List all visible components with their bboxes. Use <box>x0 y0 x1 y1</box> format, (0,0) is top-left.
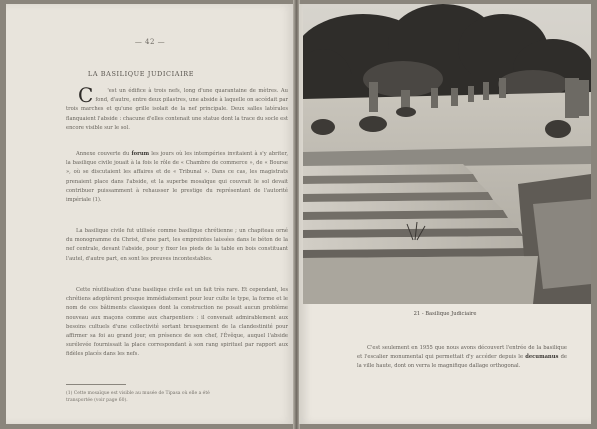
right-paragraph <box>357 344 567 372</box>
right-page <box>299 4 591 424</box>
forum-term: forum <box>131 151 150 157</box>
paragraph-1 <box>66 83 288 133</box>
paragraph-2-text-a: Annexe couverte du <box>76 151 130 157</box>
footnote-rule <box>66 384 126 385</box>
right-paragraph-text-a: C'est seulement en 1955 que nous avons découvert l'entrée de la basilique et l'escalier monumental qui permettait d'y accéder depuis le <box>357 345 567 361</box>
basilica-photograph <box>303 4 591 304</box>
page-number: — 42 — <box>134 38 166 46</box>
drop-cap: C <box>78 83 94 107</box>
photo-caption: 21 - Basilique Judiciaire <box>413 311 477 317</box>
paragraph-2-text-b: les jours où les intempéries invitaient à s'y abriter, la basilique civile jouait à la fois le rôle de « Chambre de commerce », de « Bourse », où se discutaient les affaires et de « Tribunal ». Dans ce cas, les magistrats prenaient place dans l'abside, et la superbe mosaïque qui couvrait le sol devait contribuer puissamment à rehausser le prestige du représentant de l'autorité impériale (1). <box>66 151 288 204</box>
paragraph-4: Cette réutilisation d'une basilique civile est un fait très rare. Et cependant, les chrétiens adoptèrent presque immédiatement pour leur culte le type, la forme et le nom de ces bâtiments classiques dont la construction ne posait aucun problème nouveau aux maçons comme aux charpentiers : il convenait admirablement aux besoins cultuels d'une collectivité sortant brusquement de la clandestinité pour affirmer sa foi au grand jour, en présence de son chef, l'Évêque, auquel l'abside surélevée fournissait la place correspondant à son rang spirituel par rapport aux fidèles placés dans les nefs. <box>66 287 288 358</box>
paragraph-3: La basilique civile fut utilisée comme basilique chrétienne ; un chapiteau orné du monogramme du Christ, d'une part, les empreintes laissées dans le béton de la nef centrale, devant l'abside, pour y fixer les pieds de la table en bois constituant l'autel, d'autre part, en sont les preuves incontestables. <box>66 228 288 262</box>
paragraph-2 <box>66 150 288 205</box>
decumanus-term: decumanus <box>525 354 559 361</box>
footnote: (1) Cette mosaïque est visible au musée de Tipasa où elle a été transportée (voir page 60). <box>66 391 210 403</box>
paragraph-1-text: 'est un édifice à trois nefs, long d'une quarantaine de mètres. Au fond, d'autre, entre deux pilastres, une abside à laquelle on accédait par trois marches et qu'une grille isolait de la nef principale. Deux salles latérales flanquaient l'abside : chacune d'elles contenait une statue dont la trace du socle est encore visible sur le sol. <box>66 88 288 131</box>
section-title: LA BASILIQUE JUDICIAIRE <box>87 70 195 78</box>
left-page <box>6 4 294 424</box>
photo-illustration <box>303 4 591 304</box>
right-paragraph-text-b: de la ville haute, dont on verra le magnifique dallage orthogonal. <box>357 354 567 370</box>
